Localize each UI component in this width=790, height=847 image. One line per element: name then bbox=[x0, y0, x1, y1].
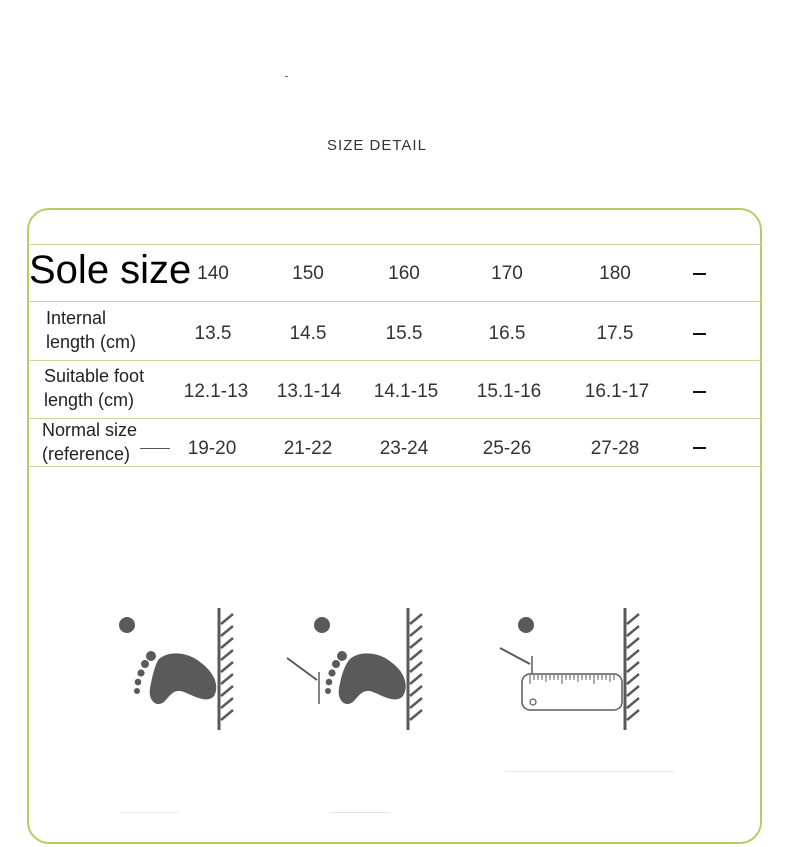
dash-mark bbox=[693, 273, 706, 275]
faint-speck bbox=[120, 812, 180, 813]
row-label-normal-size: Normal size (reference) bbox=[42, 420, 138, 464]
table-cell: 15.5 bbox=[385, 323, 423, 344]
table-cell: 13.1-14 bbox=[276, 381, 342, 402]
dash-mark bbox=[693, 391, 706, 393]
header-cell: 150 bbox=[292, 263, 324, 284]
foot-icon bbox=[110, 600, 250, 740]
header-cell: 180 bbox=[599, 263, 631, 284]
table-cell: 14.5 bbox=[289, 323, 327, 344]
table-cell: 12.1-13 bbox=[183, 381, 249, 402]
table-cell: 17.5 bbox=[596, 323, 634, 344]
table-cell: 13.5 bbox=[194, 323, 232, 344]
table-cell: 15.1-16 bbox=[476, 381, 542, 402]
faint-speck bbox=[285, 76, 288, 77]
row-divider bbox=[28, 301, 762, 302]
table-cell: 21-22 bbox=[283, 438, 333, 459]
table-cell: 16.1-17 bbox=[584, 381, 650, 402]
row-divider bbox=[28, 244, 762, 245]
dash-mark bbox=[693, 333, 706, 335]
size-table-frame bbox=[27, 208, 762, 844]
table-cell: 19-20 bbox=[187, 438, 237, 459]
row-divider bbox=[28, 418, 762, 419]
row-divider bbox=[28, 466, 762, 467]
table-cell: 14.1-15 bbox=[373, 381, 439, 402]
table-cell: 25-26 bbox=[482, 438, 532, 459]
header-cell: 160 bbox=[388, 263, 420, 284]
row-label-suitable-foot-length: Suitable foot length (cm) bbox=[44, 366, 145, 410]
sole-size-label: Sole size bbox=[29, 248, 192, 292]
size-detail-title: SIZE DETAIL bbox=[327, 137, 427, 154]
table-cell: 23-24 bbox=[379, 438, 429, 459]
table-cell: 27-28 bbox=[590, 438, 640, 459]
faint-speck bbox=[330, 812, 390, 813]
dash-mark bbox=[693, 447, 706, 449]
foot-pencil-icon bbox=[283, 600, 433, 740]
row-divider bbox=[28, 360, 762, 361]
row-label-internal-length: Internal length (cm) bbox=[46, 308, 137, 352]
faint-speck bbox=[505, 771, 675, 772]
header-cell: 170 bbox=[491, 263, 523, 284]
ruler-icon bbox=[496, 600, 646, 740]
table-cell: 16.5 bbox=[488, 323, 526, 344]
header-cell: 140 bbox=[197, 263, 229, 284]
